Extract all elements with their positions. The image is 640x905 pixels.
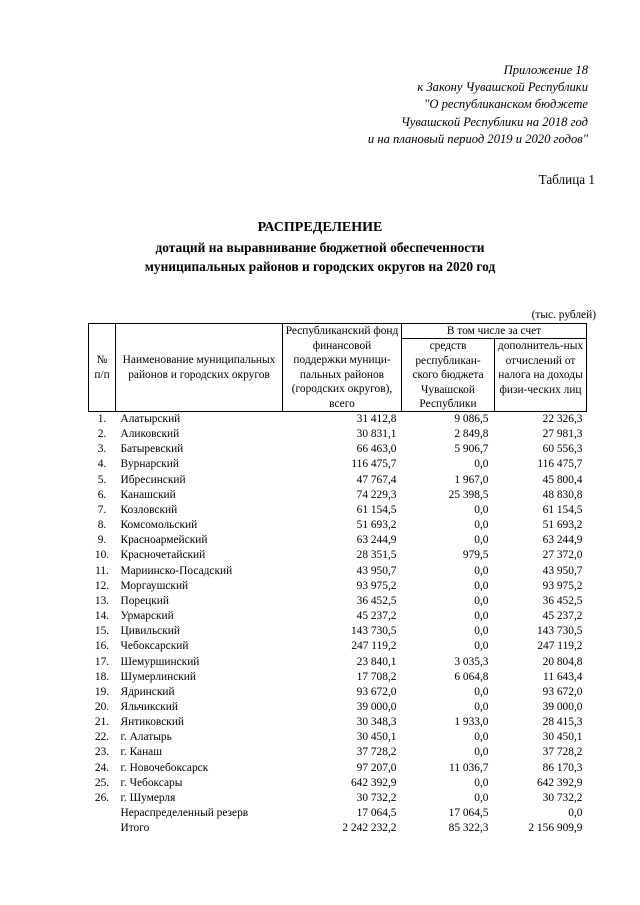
row-name: Козловский <box>120 503 178 516</box>
row-total: 61 154,5 <box>356 503 397 516</box>
table-row <box>89 806 587 821</box>
row-name: Аликовский <box>120 428 180 441</box>
row-add: 48 830,8 <box>542 488 583 501</box>
row-total: 36 452,5 <box>356 594 397 607</box>
row-num: 7. <box>97 503 107 516</box>
row-rep: 0,0 <box>474 534 489 547</box>
heading-title: РАСПРЕДЕЛЕНИЕ <box>257 220 383 235</box>
row-name: Янтиковский <box>120 716 185 729</box>
row-name: Шумерлинский <box>120 670 197 683</box>
row-total: 143 730,5 <box>350 625 397 638</box>
heading-line: дотаций на выравнивание бюджетной обеспеченности <box>155 239 485 255</box>
table-row <box>89 427 587 442</box>
row-total: 45 237,2 <box>356 610 397 623</box>
row-total: 247 119,2 <box>351 640 397 653</box>
row-add: 39 000,0 <box>542 700 583 713</box>
row-num: 23. <box>94 746 110 759</box>
table-row <box>89 655 587 670</box>
row-num: 19. <box>94 685 110 698</box>
row-name: Мариинско-Посадский <box>120 564 233 577</box>
row-rep: 17 064,5 <box>448 807 489 820</box>
row-num: 10. <box>94 549 110 562</box>
table-row <box>89 685 587 700</box>
row-total: 93 672,0 <box>356 685 397 698</box>
row-add: 36 452,5 <box>542 594 583 607</box>
table-row <box>89 473 587 488</box>
header-incl: В том числе за счет <box>402 324 587 339</box>
row-num: 9. <box>97 534 107 547</box>
row-num: 6. <box>97 488 107 501</box>
row-add: 27 981,3 <box>542 428 583 441</box>
row-num: 16. <box>94 640 110 653</box>
row-total: 66 463,0 <box>356 443 397 456</box>
row-rep: 3 035,3 <box>454 655 489 668</box>
row-total: 116 475,7 <box>351 458 397 471</box>
row-num: 11. <box>95 564 109 577</box>
row-total: 30 732,2 <box>356 791 397 804</box>
row-name: Итого <box>120 822 150 835</box>
row-total: 31 412,8 <box>356 413 397 425</box>
row-num <box>89 806 116 821</box>
table-row <box>89 579 587 594</box>
row-name: Моргаушский <box>120 579 189 592</box>
row-rep: 979,5 <box>462 549 489 562</box>
row-name: Комсомольский <box>120 519 198 532</box>
row-total: 74 229,3 <box>356 488 397 501</box>
table-row <box>89 639 587 654</box>
row-rep: 11 036,7 <box>449 761 489 774</box>
row-total: 30 831,1 <box>356 428 397 441</box>
header-fund <box>283 324 402 412</box>
table-row <box>89 745 587 760</box>
row-total: 30 348,3 <box>356 716 397 729</box>
units-label: (тыс. рублей) <box>531 309 596 321</box>
table-row <box>89 730 587 745</box>
row-name: Порецкий <box>120 594 169 607</box>
row-name: Урмарский <box>120 610 174 623</box>
row-add: 30 732,2 <box>542 791 583 804</box>
row-rep: 0,0 <box>474 564 489 577</box>
row-name: Яльчикский <box>120 700 178 713</box>
document-heading <box>0 218 640 277</box>
row-add: 51 693,2 <box>542 519 583 532</box>
row-rep: 1 933,0 <box>454 716 489 729</box>
row-name: г. Новочебоксарск <box>120 761 209 774</box>
row-num: 17. <box>94 655 110 668</box>
row-add: 247 119,2 <box>537 640 583 653</box>
row-rep: 0,0 <box>474 685 489 698</box>
row-num <box>89 821 116 836</box>
row-num: 21. <box>94 716 110 729</box>
appendix-line: "О республиканском бюджете <box>424 97 588 112</box>
row-total: 37 728,2 <box>356 746 397 759</box>
row-add: 37 728,2 <box>542 746 583 759</box>
row-add: 27 372,0 <box>542 549 583 562</box>
row-name: Нераспределенный резерв <box>120 807 249 820</box>
row-num: 14. <box>94 610 110 623</box>
row-name: Цивильский <box>120 625 180 638</box>
row-name: Батыревский <box>120 443 184 456</box>
row-name: Красночетайский <box>120 549 206 562</box>
row-add: 28 415,3 <box>542 716 583 729</box>
table-row <box>89 715 587 730</box>
row-add: 60 556,3 <box>542 443 583 456</box>
table-row <box>89 624 587 639</box>
table-row <box>89 412 587 428</box>
row-num: 26. <box>94 791 110 804</box>
row-num: 8. <box>97 519 107 532</box>
row-add: 43 950,7 <box>542 564 583 577</box>
header-fund-text: Республиканский фонд финансовой поддержки муници-пальных районов (городских округов), всего <box>285 325 399 410</box>
row-add: 642 392,9 <box>536 776 583 789</box>
row-total: 30 450,1 <box>356 731 397 744</box>
row-add: 86 170,3 <box>542 761 583 774</box>
row-rep: 9 086,5 <box>454 413 489 425</box>
row-name: Вурнарский <box>120 458 179 471</box>
table-row <box>89 609 587 624</box>
row-rep: 2 849,8 <box>454 428 489 441</box>
row-rep: 0,0 <box>474 503 489 516</box>
row-num: 13. <box>94 594 110 607</box>
appendix-line: Чувашской Республики на 2018 год <box>401 114 588 129</box>
header-add <box>495 339 587 412</box>
row-name: Ибресинский <box>120 473 186 486</box>
appendix-line: к Закону Чувашской Республики <box>417 80 588 95</box>
row-total: 28 351,5 <box>356 549 397 562</box>
row-total: 17 064,5 <box>356 807 397 820</box>
table-row <box>89 761 587 776</box>
table-label: Таблица 1 <box>538 172 595 187</box>
row-num: 18. <box>94 670 110 683</box>
row-add: 0,0 <box>568 807 583 820</box>
row-add: 93 672,0 <box>542 685 583 698</box>
table-row <box>89 791 587 806</box>
appendix-caption <box>300 62 588 148</box>
row-name: Красноармейский <box>120 534 208 547</box>
heading-line: муниципальных районов и городских округов на 2020 год <box>144 259 496 275</box>
appendix-line: и на плановый период 2019 и 2020 годов" <box>367 131 588 146</box>
table-body <box>89 412 587 837</box>
row-rep: 0,0 <box>474 776 489 789</box>
table-row <box>89 700 587 715</box>
row-rep: 0,0 <box>474 519 489 532</box>
row-num: 22. <box>94 731 110 744</box>
row-add: 11 643,4 <box>543 670 583 683</box>
row-rep: 0,0 <box>474 594 489 607</box>
table-row <box>89 564 587 579</box>
row-num: 15. <box>94 625 110 638</box>
appendix-line: Приложение 18 <box>503 63 588 77</box>
row-name: г. Чебоксары <box>120 776 183 789</box>
row-add: 45 800,4 <box>542 473 583 486</box>
row-rep: 85 322,3 <box>448 822 489 835</box>
table-row <box>89 776 587 791</box>
row-num: 5. <box>97 473 107 486</box>
row-add: 45 237,2 <box>542 610 583 623</box>
row-name: Чебоксарский <box>120 640 189 653</box>
header-name: Наименование муниципальных районов и городских округов <box>116 324 283 412</box>
row-total: 43 950,7 <box>356 564 397 577</box>
row-add: 93 975,2 <box>542 579 583 592</box>
table-row <box>89 548 587 563</box>
row-name: Алатырский <box>120 413 181 425</box>
row-rep: 0,0 <box>474 731 489 744</box>
row-rep: 25 398,5 <box>448 488 489 501</box>
row-name: Канашский <box>120 488 176 501</box>
row-name: Ядринский <box>120 685 175 698</box>
row-rep: 0,0 <box>474 458 489 471</box>
row-total: 2 242 232,2 <box>342 822 397 835</box>
row-rep: 0,0 <box>474 625 489 638</box>
row-num: 24. <box>94 761 110 774</box>
row-total: 47 767,4 <box>356 473 397 486</box>
row-rep: 5 906,7 <box>454 443 489 456</box>
table-row <box>89 670 587 685</box>
table-row <box>89 594 587 609</box>
row-add: 63 244,9 <box>542 534 583 547</box>
table-row <box>89 488 587 503</box>
row-rep: 1 967,0 <box>454 473 489 486</box>
row-add: 22 326,3 <box>542 413 583 425</box>
row-add: 116 475,7 <box>537 458 583 471</box>
row-total: 93 975,2 <box>356 579 397 592</box>
row-rep: 0,0 <box>474 700 489 713</box>
row-total: 51 693,2 <box>356 519 397 532</box>
row-num: 3. <box>97 443 107 456</box>
row-num: 4. <box>97 458 107 471</box>
table-row <box>89 821 587 836</box>
table-row <box>89 457 587 472</box>
row-rep: 0,0 <box>474 610 489 623</box>
row-total: 63 244,9 <box>356 534 397 547</box>
distribution-table <box>88 323 587 836</box>
table-row <box>89 533 587 548</box>
row-num: 12. <box>94 579 110 592</box>
row-total: 97 207,0 <box>356 761 397 774</box>
row-name: г. Алатырь <box>120 731 172 744</box>
row-name: г. Канаш <box>120 746 163 759</box>
row-total: 17 708,2 <box>356 670 397 683</box>
row-rep: 0,0 <box>474 640 489 653</box>
row-num: 25. <box>94 776 110 789</box>
row-add: 143 730,5 <box>536 625 583 638</box>
header-rep <box>402 339 495 412</box>
row-name: г. Шумерля <box>120 791 176 804</box>
row-add: 20 804,8 <box>542 655 583 668</box>
row-add: 2 156 909,9 <box>528 822 583 835</box>
row-rep: 6 064,8 <box>454 670 489 683</box>
table-row <box>89 442 587 457</box>
row-num: 20. <box>94 700 110 713</box>
table-row <box>89 518 587 533</box>
row-rep: 0,0 <box>474 579 489 592</box>
row-num: 2. <box>97 428 107 441</box>
row-rep: 0,0 <box>474 746 489 759</box>
row-name: Шемуршинский <box>120 655 200 668</box>
header-num: № п/п <box>89 324 116 412</box>
header-rep-text: средств республикан-ского бюджета Чувашской Республики <box>412 340 484 411</box>
row-total: 23 840,1 <box>356 655 397 668</box>
row-add: 61 154,5 <box>542 503 583 516</box>
row-rep: 0,0 <box>474 791 489 804</box>
table-row <box>89 503 587 518</box>
row-total: 39 000,0 <box>356 700 397 713</box>
header-add-text: дополнитель-ных отчислений от налога на доходы физи-ческих лиц <box>497 340 584 396</box>
row-add: 30 450,1 <box>542 731 583 744</box>
row-total: 642 392,9 <box>350 776 397 789</box>
row-num: 1. <box>97 413 107 425</box>
